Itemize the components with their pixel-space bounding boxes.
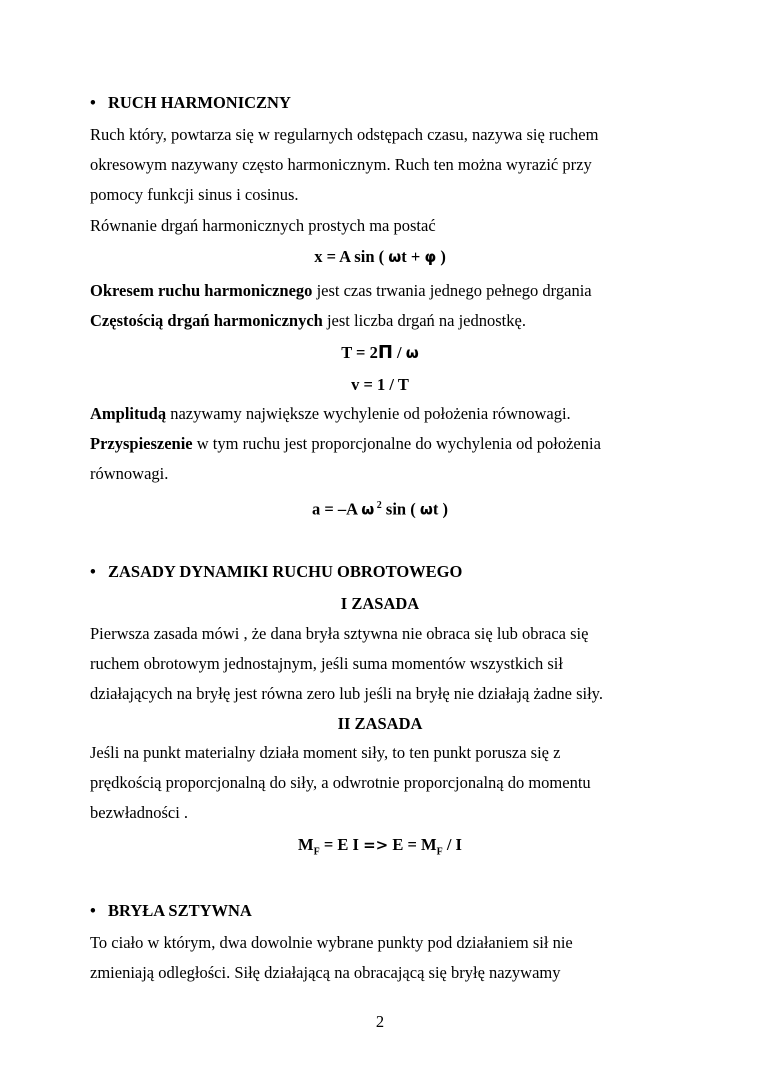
bullet-icon: • <box>90 901 96 920</box>
omega-symbol: ω <box>361 500 375 519</box>
paragraph-line: bezwładności . <box>90 803 189 822</box>
paragraph-line: równowagi. <box>90 464 169 483</box>
definition-frequency: Częstością drgań harmonicznych jest liczba drgań na jednostkę. <box>90 311 526 330</box>
paragraph-line: zmieniają odległości. Siłę działającą na obracającą się bryłę nazywamy <box>90 963 561 982</box>
subheading-first-law: I ZASADA <box>340 594 420 613</box>
bullet-icon: • <box>90 93 96 112</box>
omega-symbol: ω <box>388 248 402 266</box>
formula-period: T = 2Π / ω <box>341 342 419 363</box>
formula-frequency: v = 1 / T <box>351 375 409 394</box>
subheading-second-law: II ZASADA <box>337 714 423 733</box>
bullet-icon: • <box>90 562 96 581</box>
paragraph-line: To ciało w którym, dwa dowolnie wybrane punkty pod działaniem sił nie <box>90 933 573 952</box>
section-heading-rigid-body: • BRYŁA SZTYWNA <box>90 901 252 920</box>
phi-symbol: φ <box>424 248 437 266</box>
paragraph-line: ruchem obrotowym jednostajnym, jeśli suma momentów wszystkich sił <box>90 654 563 673</box>
paragraph-line: działających na bryłę jest równa zero lub jeśli na bryłę nie działają żadne siły. <box>90 684 603 703</box>
section-heading-harmonic: • RUCH HARMONICZNY <box>90 93 291 112</box>
paragraph-line: pomocy funkcji sinus i cosinus. <box>90 185 299 204</box>
omega-symbol: ω <box>419 500 433 519</box>
formula-rotational-dynamics: $M_F = E$ $I => E = M_F / I$ <box>298 835 462 858</box>
definition-amplitude: Amplitudą nazywamy największe wychylenie od położenia równowagi. <box>90 404 571 423</box>
implies-arrow-icon: => <box>363 836 389 854</box>
paragraph-line: prędkością proporcjonalną do siły, a odwrotnie proporcjonalną do momentu <box>90 773 591 792</box>
section-heading-dynamics: • ZASADY DYNAMIKI RUCHU OBROTOWEGO <box>90 562 463 581</box>
formula-acceleration: a = –A ω $^2$ sin ( ωt ) <box>311 499 449 519</box>
definition-acceleration: Przyspieszenie w tym ruchu jest proporcjonalne do wychylenia od położenia <box>90 434 601 453</box>
paragraph-line: Równanie drgań harmonicznych prostych ma postać <box>90 216 436 235</box>
formula-harmonic-motion: x = A sin ( ωt + φ ) <box>314 247 446 266</box>
paragraph-line: okresowym nazywany często harmonicznym. Ruch ten można wyrazić przy <box>90 155 592 174</box>
paragraph-line: Pierwsza zasada mówi , że dana bryła sztywna nie obraca się lub obraca się <box>90 624 589 643</box>
pi-symbol: Π <box>377 342 393 363</box>
paragraph-line: Ruch który, powtarza się w regularnych odstępach czasu, nazywa się ruchem <box>90 125 599 144</box>
paragraph-line: Jeśli na punkt materialny działa moment siły, to ten punkt porusza się z <box>90 743 561 762</box>
definition-period: Okresem ruchu harmonicznego jest czas trwania jednego pełnego drgania <box>90 281 592 300</box>
omega-symbol: ω <box>405 344 419 362</box>
page-number: 2 <box>375 1012 385 1031</box>
